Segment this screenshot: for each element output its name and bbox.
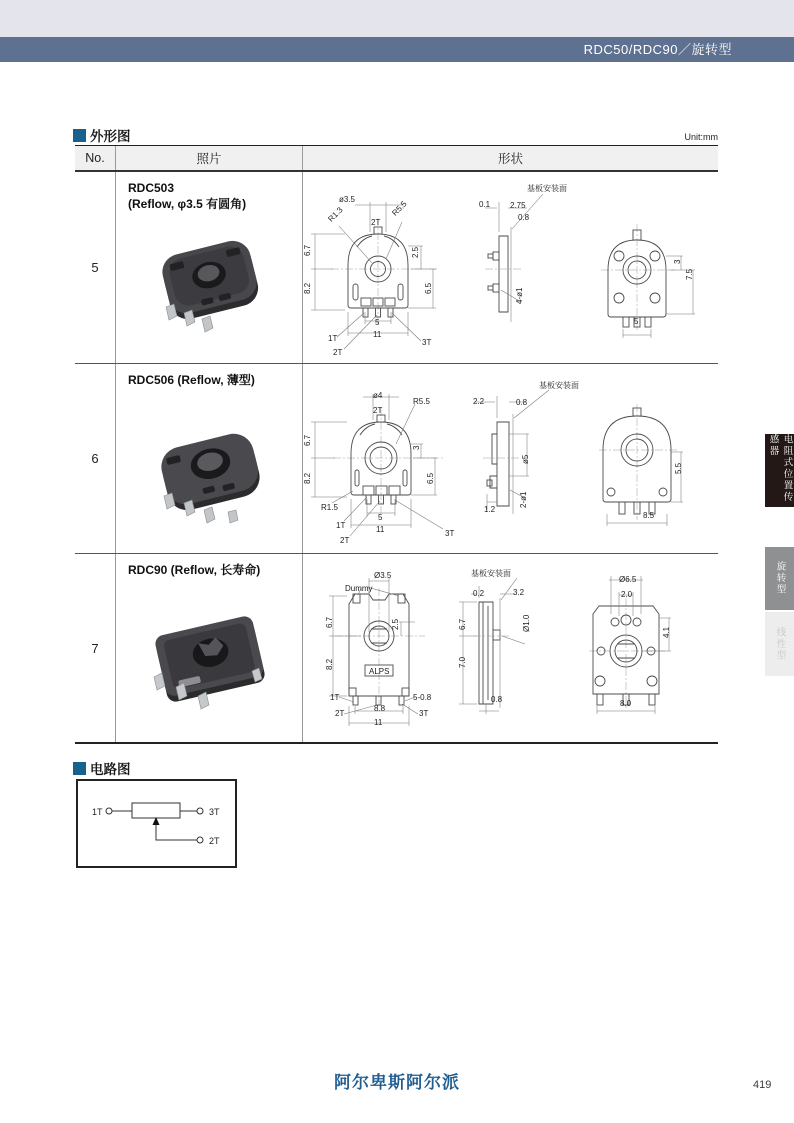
dimension-label: 6.7	[325, 616, 334, 628]
product-name: RDC506 (Reflow, 薄型)	[128, 373, 255, 387]
dimension-label: 4.1	[662, 626, 671, 638]
drawing-linework	[303, 554, 718, 744]
dimension-label: 6.7	[303, 434, 312, 446]
top-band	[0, 0, 794, 37]
dimension-label: 6.7	[303, 244, 312, 256]
footer-brand: 阿尔卑斯阿尔派	[334, 1073, 460, 1092]
dimension-label: 0.8	[491, 695, 503, 704]
dimension-label: 8.2	[303, 282, 312, 294]
page-number: 419	[753, 1079, 772, 1091]
dimension-label: 5	[378, 513, 383, 522]
dimension-label: 2.0	[621, 590, 633, 599]
dimension-label: 2T	[371, 218, 381, 227]
dimension-label: ø5	[521, 454, 530, 464]
photo-cell	[115, 554, 303, 742]
side-tab-label: 电阻式位置传感器	[767, 434, 793, 503]
circuit-section-title: 电路图	[90, 762, 131, 777]
dimension-label: 2T	[340, 536, 350, 545]
dimension-label: 5	[634, 317, 639, 326]
dimension-label: 0.8	[518, 213, 530, 222]
dimension-label: 6.5	[426, 472, 435, 484]
dimension-label: ALPS	[369, 667, 390, 676]
dimension-label: 2T	[335, 709, 345, 718]
product-name: RDC503	[128, 181, 175, 195]
technical-drawing	[303, 554, 718, 742]
section-marker-icon	[73, 129, 86, 142]
dimension-label: 5.5	[674, 462, 683, 474]
dimension-label: 6.5	[424, 282, 433, 294]
dimension-label: Dummy	[345, 584, 373, 593]
dimension-label: 0.8	[516, 398, 528, 407]
dimension-label: 2.2	[473, 397, 485, 406]
side-tab-label: 线性型	[774, 626, 786, 662]
header-no: No.	[85, 151, 105, 165]
row-no: 7	[91, 640, 99, 656]
outline-section-heading	[73, 125, 131, 145]
header-photo: 照片	[115, 146, 303, 170]
dimension-label: R1.3	[326, 205, 345, 224]
side-tab-linear-type	[765, 612, 794, 676]
dimension-label: 5-0.8	[413, 693, 432, 702]
product-photo	[116, 364, 304, 553]
dimension-label: 0.2	[473, 589, 485, 598]
table-row	[75, 172, 718, 364]
dimension-label: 3T	[445, 529, 455, 538]
dimension-label: Ø6.5	[619, 575, 637, 584]
row-no: 5	[91, 260, 99, 275]
dimension-label: 8.0	[620, 699, 632, 708]
dimension-label: 1.2	[484, 505, 496, 514]
dimension-label: 4-ø1	[515, 287, 524, 304]
dimension-label: 1T	[330, 693, 340, 702]
dimension-label: 8.2	[325, 658, 334, 670]
photo-cell	[115, 364, 303, 553]
technical-drawing	[303, 172, 718, 363]
dimension-label: 11	[373, 330, 382, 339]
dimension-label: 2T	[333, 348, 343, 357]
dimension-label: Ø1.0	[522, 614, 531, 632]
dimension-label: 6.7	[458, 618, 467, 630]
table-header-row	[75, 146, 718, 172]
header-shape: 形状	[497, 152, 523, 166]
dimension-label: 7.0	[458, 656, 467, 668]
dimension-label: Ø3.5	[374, 571, 392, 580]
product-photo	[116, 554, 304, 742]
dimension-label: 8.2	[303, 472, 312, 484]
dimension-label: R1.5	[321, 503, 338, 512]
table-row	[75, 364, 718, 554]
outline-table	[75, 145, 718, 744]
terminal-label-3t: 3T	[209, 807, 220, 817]
product-name: RDC90 (Reflow, 长寿命)	[128, 563, 261, 577]
dimension-label: 3T	[422, 338, 432, 347]
dimension-label: ø3.5	[339, 195, 356, 204]
side-tab-resistive-position-sensor	[765, 434, 794, 507]
circuit-section-heading	[73, 758, 131, 778]
dimension-label: 7.5	[685, 268, 694, 280]
dimension-label: 1T	[336, 521, 346, 530]
section-marker-icon	[73, 762, 86, 775]
table-row	[75, 554, 718, 744]
technical-drawing	[303, 364, 718, 553]
page-header-bar	[0, 37, 794, 62]
dimension-label: 基板安装面	[527, 184, 567, 193]
dimension-label: 11	[376, 525, 385, 534]
dimension-label: 0.1	[479, 200, 491, 209]
dimension-label: 2-ø1	[519, 491, 528, 508]
dimension-label: 1T	[328, 334, 338, 343]
dimension-label: 3	[673, 259, 682, 264]
side-tab-label: 旋转型	[774, 561, 786, 596]
row-no: 6	[91, 451, 99, 466]
dimension-label: 2T	[373, 406, 383, 415]
dimension-label: 5	[375, 318, 380, 327]
side-tab-rotary-type	[765, 547, 794, 610]
dimension-label: 8.8	[374, 704, 386, 713]
page-title: RDC50/RDC90／旋转型	[583, 42, 732, 57]
dimension-label: 2.5	[411, 246, 420, 258]
dimension-label: R5.5	[390, 199, 409, 218]
dimension-label: R5.5	[413, 397, 430, 406]
dimension-label: 2.75	[510, 201, 526, 210]
dimension-label: 3.2	[513, 588, 525, 597]
terminal-label-1t: 1T	[92, 807, 103, 817]
terminal-label-2t: 2T	[209, 836, 220, 846]
photo-cell	[115, 172, 303, 363]
dimension-label: 3T	[419, 709, 429, 718]
dimension-label: 基板安装面	[471, 569, 511, 578]
circuit-linework	[78, 781, 235, 866]
drawing-linework	[303, 364, 718, 554]
dimension-label: 8.5	[643, 511, 655, 520]
unit-label: Unit:mm	[684, 132, 718, 142]
dimension-label: 基板安装面	[539, 381, 579, 390]
dimension-label: ø4	[373, 391, 383, 400]
product-subtitle: (Reflow, φ3.5 有圆角)	[128, 197, 247, 212]
outline-section-title: 外形图	[90, 129, 131, 144]
dimension-label: 11	[374, 718, 383, 727]
circuit-diagram	[76, 779, 237, 868]
dimension-label: 3	[412, 445, 421, 450]
dimension-label: 2.5	[391, 618, 400, 630]
